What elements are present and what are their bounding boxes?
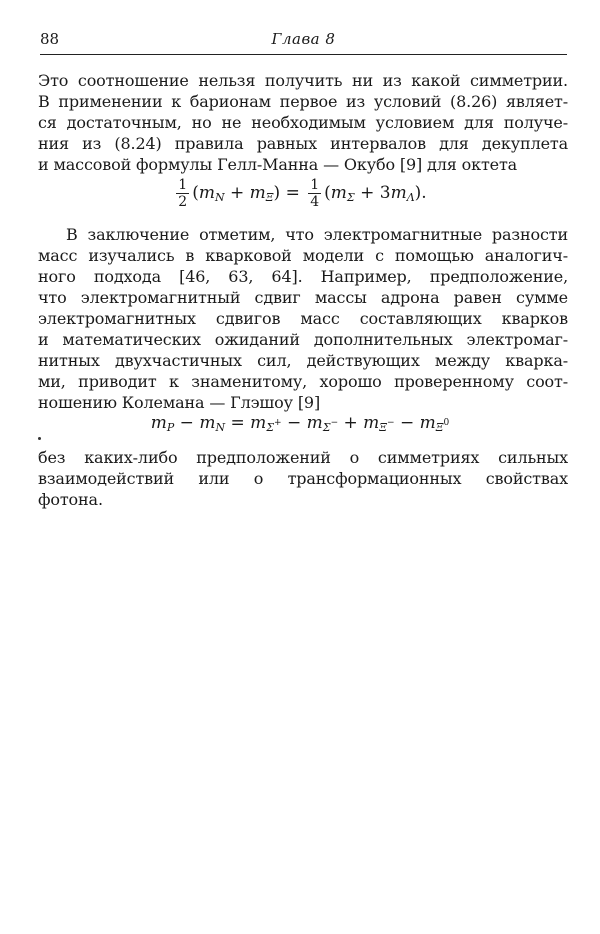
text-line: ния из (8.24) правила равных интервалов для декуплета xyxy=(38,134,568,153)
text-line: фотона. xyxy=(38,490,103,509)
text-line: Это соотношение нельзя получить ни из какой симметрии. xyxy=(38,71,568,90)
chapter-title: Глава 8 xyxy=(271,30,336,48)
page-number: 88 xyxy=(40,30,60,48)
text-line: В применении к барионам первое из условий (8.26) являет- xyxy=(38,92,568,111)
text-line: электромагнитных сдвигов масс составляющих кварков xyxy=(38,309,568,328)
text-line: что электромагнитный сдвиг массы адрона равен сумме xyxy=(38,288,568,307)
paragraph-1 xyxy=(38,70,568,175)
fraction-one-quarter: $\frac{1}{4}$ xyxy=(310,177,320,210)
fraction-one-half: $\frac{1}{2}$ xyxy=(178,177,188,210)
print-speck xyxy=(38,437,41,440)
text-line: без каких-либо предположений о симметриях сильных xyxy=(38,448,568,467)
formula-octet-mass: $\frac{1}{2}$ $(m_N + m_\Xi)$ = $\frac{1}{4}$ $(m_\Sigma + 3m_\Lambda)$. xyxy=(178,177,427,210)
paragraph-3 xyxy=(38,447,568,510)
paragraph-2 xyxy=(38,224,568,413)
text-line: и массовой формулы Гелл-Манна — Окубо [9] для октета xyxy=(38,155,518,174)
text-line: ного подхода [46, 63, 64]. Например, предположение, xyxy=(38,267,568,286)
text-line: нитных двухчастичных сил, действующих между кварка- xyxy=(38,351,568,370)
text-line: взаимодействий или о трансформационных свойствах xyxy=(38,469,568,488)
text-line: ся достаточным, но не необходимым условием для получе- xyxy=(38,113,568,132)
formula-coleman-glashow: $m_P - m_N = m_\Sigma+ - m_\Sigma- + m_\Xi- - m_\Xi 0$ xyxy=(150,413,450,434)
text-line: и математических ожиданий дополнительных электромаг- xyxy=(38,330,568,349)
header-rule xyxy=(40,54,567,55)
text-line: В заключение отметим, что электромагнитные разности xyxy=(66,225,568,244)
page-header xyxy=(40,30,567,52)
text-line: ми, приводит к знаменитому, хорошо проверенному соот- xyxy=(38,372,568,391)
text-line: масс изучались в кварковой модели с помощью аналогич- xyxy=(38,246,568,265)
text-line: ношению Колемана — Глэшоу [9] xyxy=(38,393,321,412)
